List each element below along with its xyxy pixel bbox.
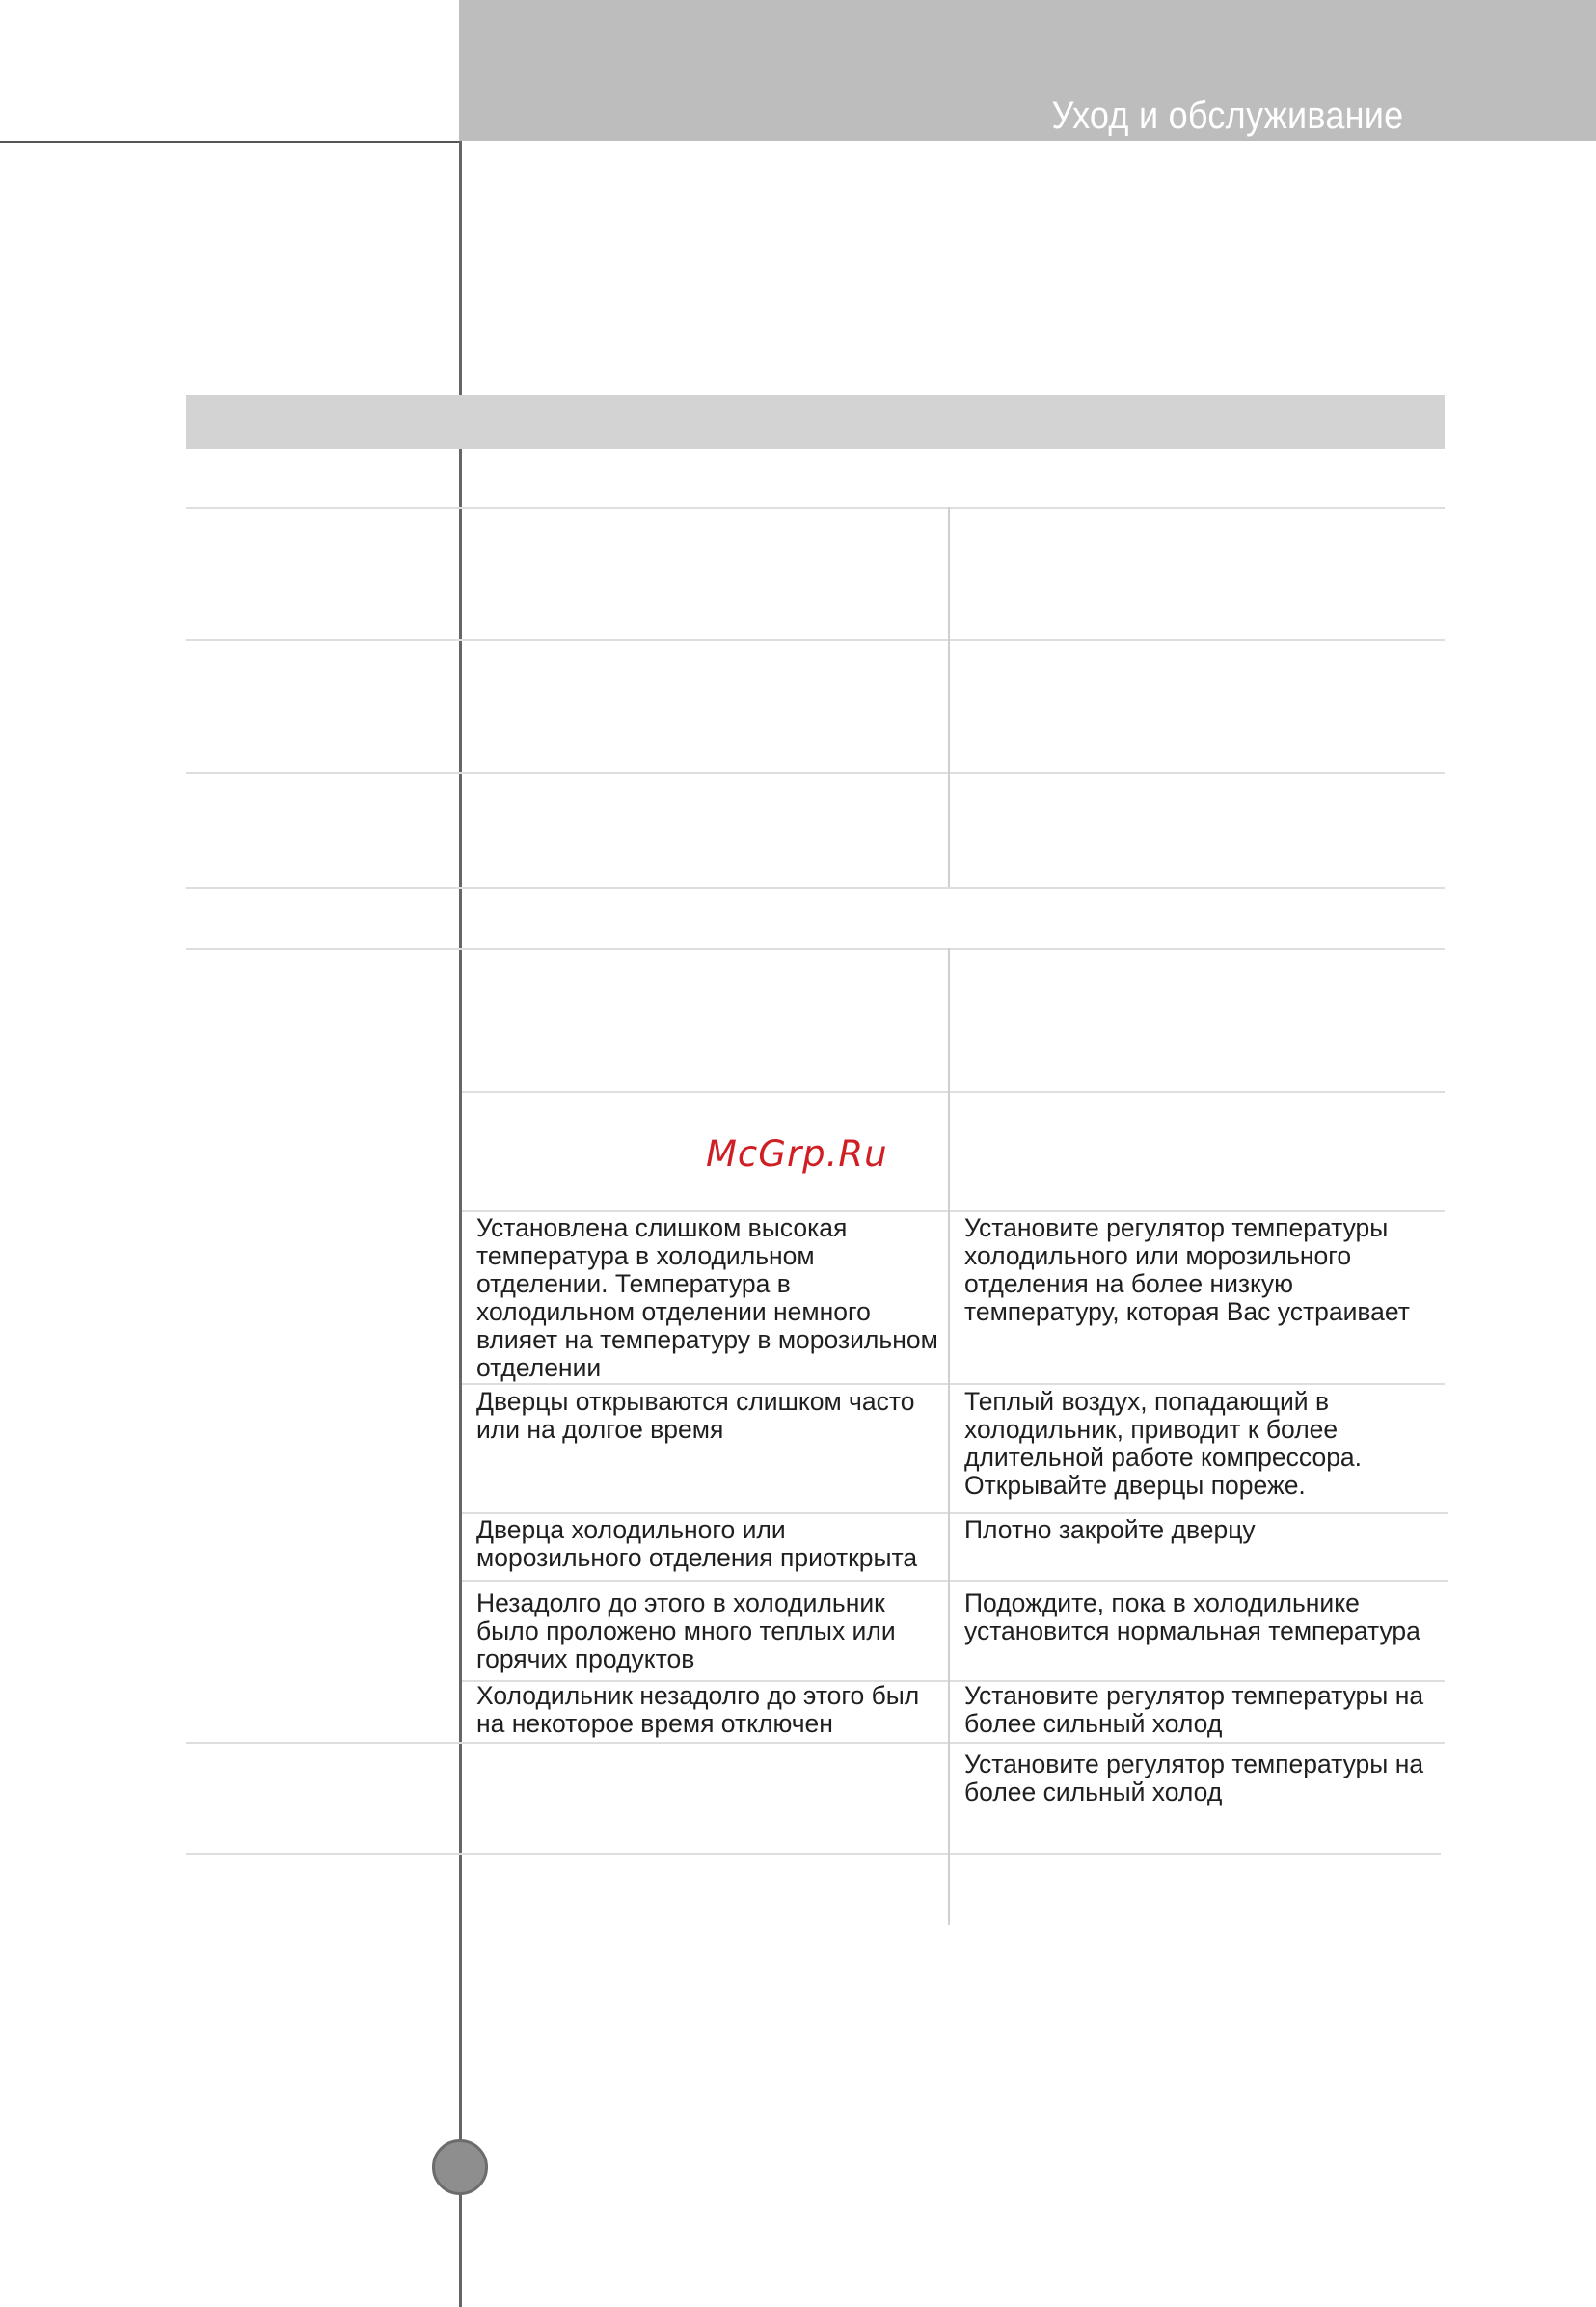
row-divider <box>186 507 1445 509</box>
section-title: Уход и обслуживание <box>1051 95 1403 137</box>
solution-cell: Установите регулятор температуры холодильного или морозильного отделения на более низкую температуру, которая Вас устраивает <box>964 1213 1410 1326</box>
cause-cell: Установлена слишком высокая температура в холодильном отделении. Температура в холодильном отделении немного влияет на температуру в морозильном отделении <box>476 1213 938 1382</box>
row-divider <box>462 1383 1445 1385</box>
cause-cell: Холодильник незадолго до этого был на некоторое время отключен <box>476 1681 920 1738</box>
header-band <box>459 0 1596 141</box>
solution-cell: Теплый воздух, попадающий в холодильник, приводит к более длительной работе компрессора. Открывайте дверцы пореже. <box>964 1387 1363 1500</box>
solution-cell: Установите регулятор температуры на более сильный холод <box>964 1681 1424 1738</box>
row-divider <box>462 1210 1445 1212</box>
column-divider <box>948 507 950 887</box>
cause-cell: Незадолго до этого в холодильник было проложено много теплых или горячих продуктов <box>476 1588 896 1673</box>
row-divider <box>462 1580 1448 1582</box>
row-divider <box>186 1742 1445 1744</box>
cause-cell: Дверца холодильного или морозильного отделения приоткрыта <box>476 1515 918 1572</box>
row-divider <box>186 1853 1441 1855</box>
row-divider <box>186 639 1445 641</box>
table-header-band <box>186 395 1445 449</box>
watermark-text: McGrp.Ru <box>706 1133 888 1175</box>
row-divider <box>186 948 1445 950</box>
top-rule <box>0 141 459 143</box>
row-divider <box>186 772 1445 774</box>
cause-cell: Дверцы открываются слишком часто или на долгое время <box>476 1387 915 1444</box>
solution-cell: Подождите, пока в холодильнике установится нормальная температура <box>964 1588 1420 1645</box>
left-margin-rule <box>459 141 462 2307</box>
solution-cell: Установите регулятор температуры на более сильный холод <box>964 1750 1424 1806</box>
page-number-badge <box>432 2139 488 2195</box>
row-divider <box>462 1512 1448 1514</box>
row-divider <box>462 1091 1445 1093</box>
row-divider <box>186 887 1445 889</box>
column-divider <box>948 948 950 1925</box>
solution-cell: Плотно закройте дверцу <box>964 1515 1256 1544</box>
